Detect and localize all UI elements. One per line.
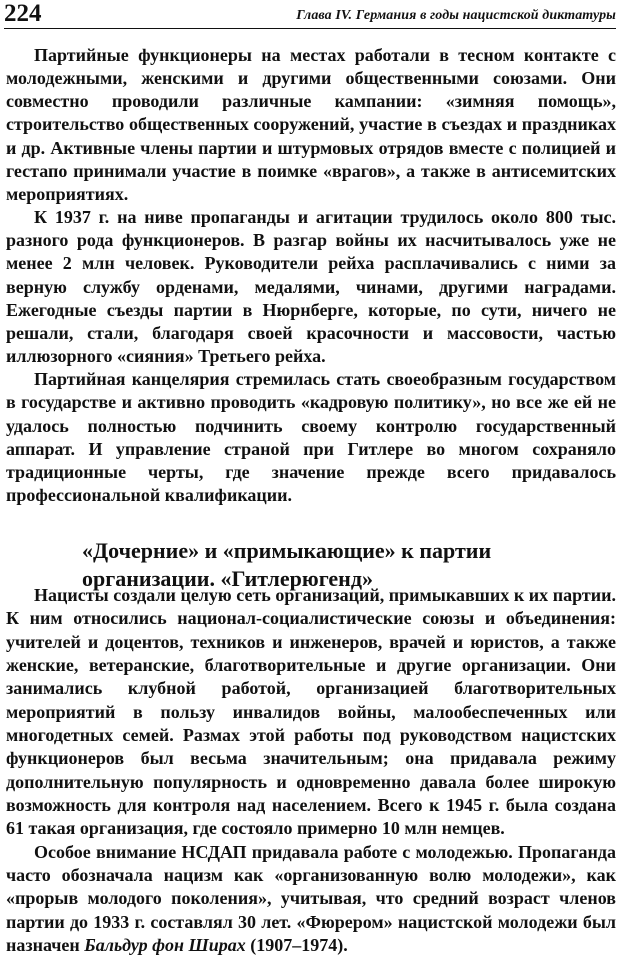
page-header [4,2,616,29]
running-head: Глава IV. Германия в годы нацистской диктатуры [296,8,616,23]
paragraph: Партийная канцелярия стремилась стать своеобразным государством в государстве и активно проводить «кадровую политику», но все же ей не удалось полностью подчинить своему контролю государственный аппарат. И управление страной при Гитлере во многом сохраняло традиционные черты, где значение прежде всего придавалось профессиональной квалификации. [6,369,616,505]
page-number: 224 [4,0,42,27]
paragraph: Партийные функционеры на местах работали в тесном контакте с молодежными, женскими и другими общественными союзами. Они совместно проводили различные кампании: «зимняя помощь», строительство общественных сооружений, участие в съездах и праздниках и др. Активные члены партии и штурмовых отрядов вместе с полицией и гестапо принимали участие в поимке «врагов», а также в антисемитских мероприятиях. [6,45,616,204]
section-title-line: организации. «Гитлерюгенд» [82,566,373,591]
paragraph: К 1937 г. на ниве пропаганды и агитации трудилось около 800 тыс. разного рода функционеров. В разгар войны их насчитывалось уже не менее 2 млн человек. Руководители рейха расплачивались с ними за верную службу орденами, медалями, чинами, другими наградами. Ежегодные съезды партии в Нюрнберге, которые, по сути, ничего не решали, стали, благодаря своей красочности и массовости, частью иллюзорного «сияния» Третьего рейха. [6,207,616,367]
paragraph: Нацисты создали целую сеть организаций, примыкавших к их партии. К ним относились национал-социалистические союзы и объединения: учителей и доцентов, техников и инженеров, врачей и юристов, а также женские, ветеранские, благотворительные и другие организации. Они занимались клубной работой, организацией благотворительных мероприятий в пользу инвалидов войны, малообеспеченных или многодетных семей. Размах этой работы под руководством нацистских функционеров был весьма значительным; она придавала режиму дополнительную популярность и одновременно давала более широкую возможность для контроля над населением. Всего к 1945 г. была создана 61 такая организация, где состояло примерно 10 млн немцев. [6,585,616,839]
section-body-text [6,584,616,958]
paragraph-text: Особое внимание НСДАП придавала работе с молодежью. Пропаганда часто обозначала нацизм как «организованную волю молодежи», как «прорыв молодого поколения», учитывая, что средний возраст членов партии до 1933 г. составлял 30 лет. «Фюрером» нацистской молодежи был назначен [6,841,616,956]
paragraph-text: (1907–1974). [245,935,348,956]
body-text [6,44,616,507]
section-title-line: «Дочерние» и «примыкающие» к партии [82,538,492,563]
paragraph [6,841,616,958]
person-name: Бальдур фон Ширах [84,935,246,956]
